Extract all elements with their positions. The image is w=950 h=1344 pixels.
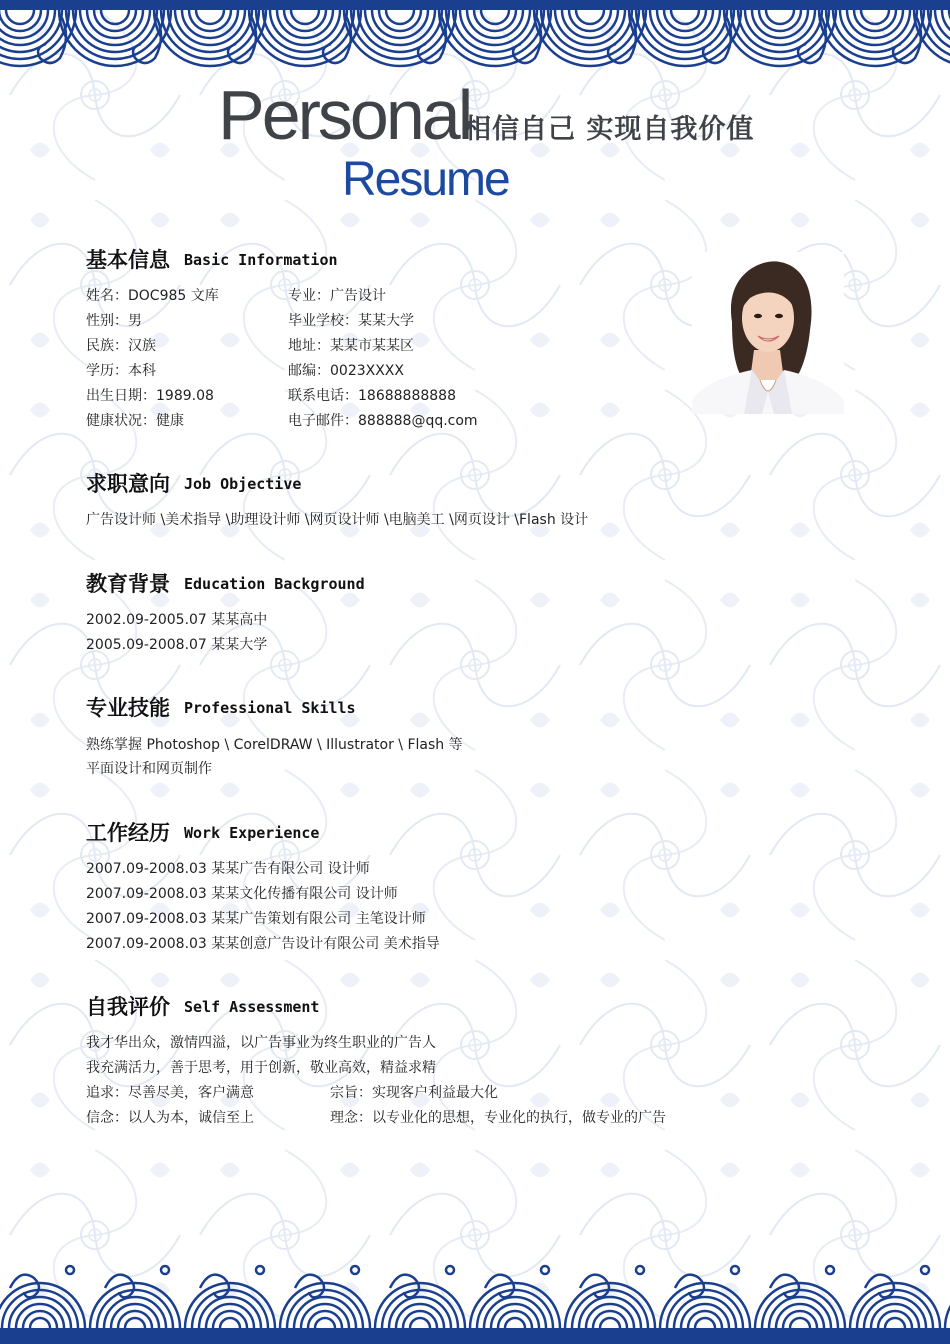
info-birth-date: 出生日期：1989.08 xyxy=(86,388,214,404)
profile-photo xyxy=(692,252,844,414)
title-slogan: 相信自己 实现自我价值 xyxy=(464,114,755,145)
section-title-work xyxy=(86,823,319,844)
section-title-en: Self Assessment xyxy=(184,998,320,1016)
info-school: 毕业学校：某某大学 xyxy=(288,313,414,329)
info-education-level: 学历：本科 xyxy=(86,363,156,379)
section-title-en: Basic Information xyxy=(184,251,338,269)
section-title-education xyxy=(86,574,365,595)
skills-line: 平面设计和网页制作 xyxy=(86,761,212,777)
section-title-self-assessment xyxy=(86,997,319,1018)
info-postcode: 邮编：0023XXXX xyxy=(288,363,404,379)
work-line: 2007.09-2008.03 某某创意广告设计有限公司 美术指导 xyxy=(86,936,440,952)
pursuit-text: 追求：尽善尽美，客户满意 xyxy=(86,1085,254,1101)
section-title-cn: 工作经历 xyxy=(86,821,170,845)
education-line: 2002.09-2005.07 某某高中 xyxy=(86,612,268,628)
section-title-en: Job Objective xyxy=(184,475,302,493)
section-title-en: Work Experience xyxy=(184,824,320,842)
section-title-skills xyxy=(86,698,356,719)
title-resume: Resume xyxy=(342,153,509,206)
self-assessment-line: 我充满活力，善于思考，用于创新，敬业高效，精益求精 xyxy=(86,1060,436,1076)
info-health: 健康状况：健康 xyxy=(86,413,184,429)
job-objective-text: 广告设计师 \美术指导 \助理设计师 \网页设计师 \电脑美工 \网页设计 \Flash 设计 xyxy=(86,512,589,528)
purpose-text: 宗旨：实现客户利益最大化 xyxy=(330,1085,498,1101)
philosophy-text: 理念：以专业化的思想，专业化的执行，做专业的广告 xyxy=(330,1110,666,1126)
section-title-basic-info xyxy=(86,250,338,271)
info-address: 地址：某某市某某区 xyxy=(288,338,414,354)
info-phone: 联系电话：18688888888 xyxy=(288,388,456,404)
info-email: 电子邮件：888888@qq.com xyxy=(288,413,478,429)
info-major: 专业：广告设计 xyxy=(288,288,386,304)
section-title-job-objective xyxy=(86,474,301,495)
work-line: 2007.09-2008.03 某某广告策划有限公司 主笔设计师 xyxy=(86,911,426,927)
self-assessment-line: 我才华出众，激情四溢，以广告事业为终生职业的广告人 xyxy=(86,1035,436,1051)
info-ethnicity: 民族：汉族 xyxy=(86,338,156,354)
title-personal: Personal xyxy=(218,76,471,154)
skills-line: 熟练掌握 Photoshop \ CorelDRAW \ Illustrator \ Flash 等 xyxy=(86,737,463,753)
section-title-en: Education Background xyxy=(184,575,365,593)
work-line: 2007.09-2008.03 某某广告有限公司 设计师 xyxy=(86,861,370,877)
section-title-cn: 专业技能 xyxy=(86,696,170,720)
section-title-cn: 基本信息 xyxy=(86,248,170,272)
info-name: 姓名：DOC985 文库 xyxy=(86,288,219,304)
work-line: 2007.09-2008.03 某某文化传播有限公司 设计师 xyxy=(86,886,398,902)
section-title-en: Professional Skills xyxy=(184,699,356,717)
section-title-cn: 求职意向 xyxy=(86,472,170,496)
belief-text: 信念：以人为本，诚信至上 xyxy=(86,1110,254,1126)
education-line: 2005.09-2008.07 某某大学 xyxy=(86,637,268,653)
info-gender: 性别：男 xyxy=(86,313,142,329)
section-title-cn: 自我评价 xyxy=(86,995,170,1019)
section-title-cn: 教育背景 xyxy=(86,572,170,596)
